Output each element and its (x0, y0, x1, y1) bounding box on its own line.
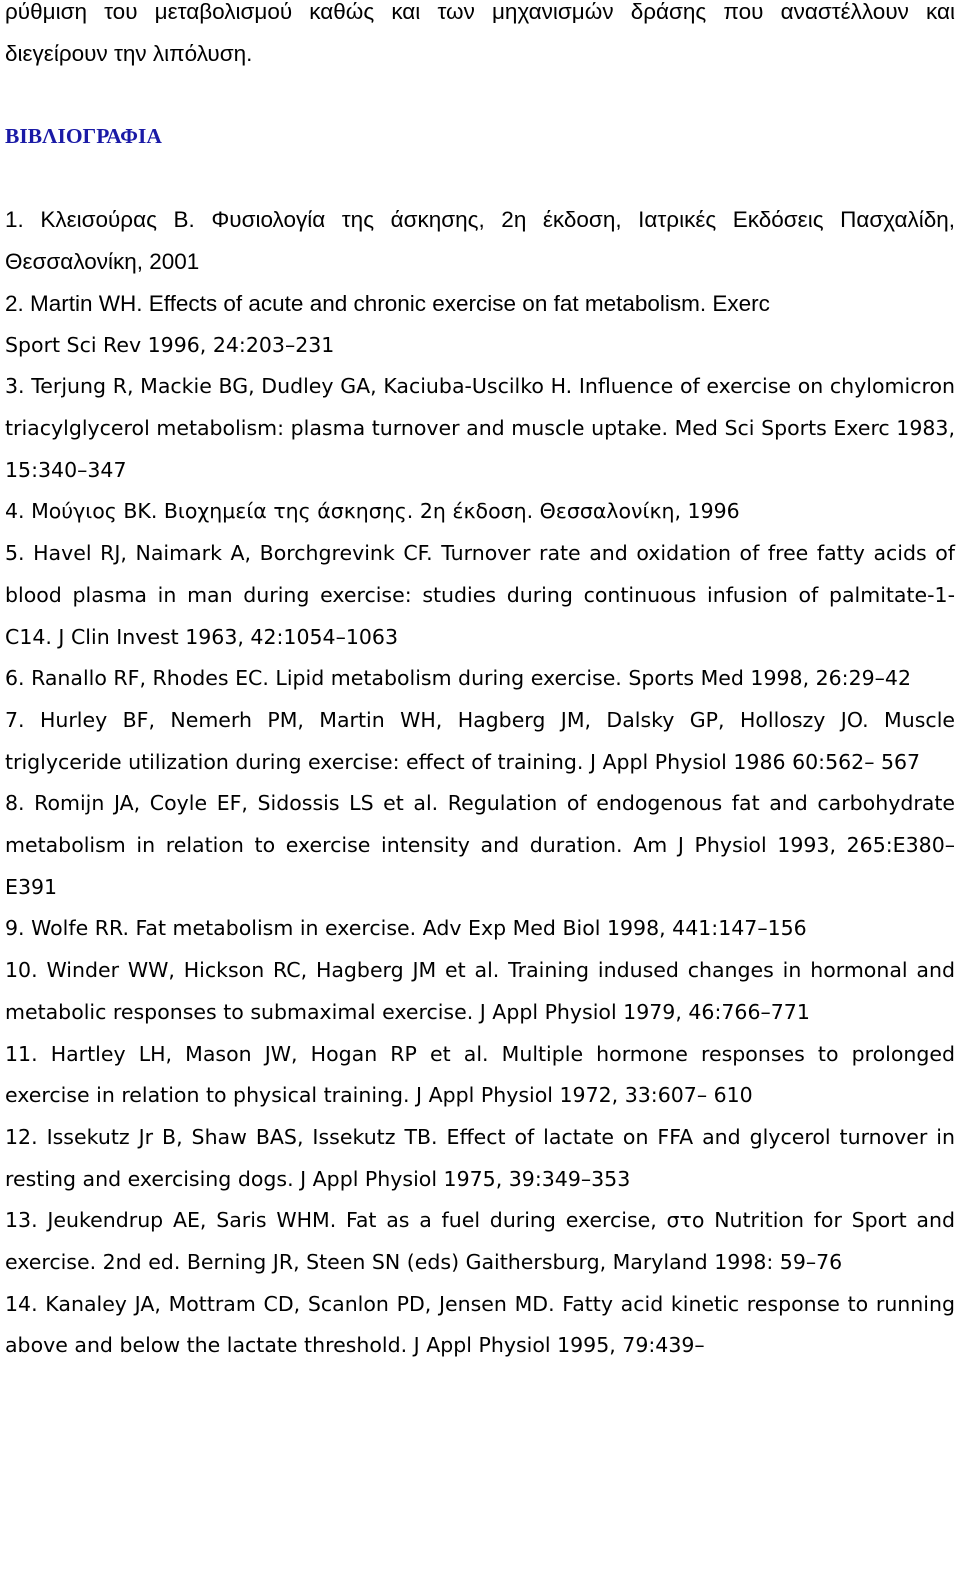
reference-item: 14. Kanaley JA, Mottram CD, Scanlon PD, Jensen MD. Fatty acid kinetic response to running above and below the lactate threshold. J Appl Physiol 1995, 79:439– (5, 1291, 955, 1358)
reference-item: 1. Κλεισούρας Β. Φυσιολογία της άσκησης, 2η έκδοση, Ιατρικές Εκδόσεις Πασχαλίδη, Θεσσαλονίκη, 2001 (5, 207, 955, 275)
reference-item: 5. Havel RJ, Naimark A, Borchgrevink CF. Turnover rate and oxidation of free fatty acids of blood plasma in man during exercise: studies during continuous infusion of palmitate-1-C14. J Clin Invest 1963, 42:1054–1063 (5, 541, 955, 649)
reference-item: 13. Jeukendrup AE, Saris WHM. Fat as a fuel during exercise, στο Nutrition for Sport and exercise. 2nd ed. Berning JR, Steen SN (eds) Gaithersburg, Maryland 1998: 59–76 (5, 1208, 955, 1275)
intro-paragraph: ρύθμιση του μεταβολισμού καθώς και των μηχανισμών δράσης που αναστέλλουν και διεγείρουν την λιπόλυση. (5, 0, 955, 66)
reference-item: 6. Ranallo RF, Rhodes EC. Lipid metabolism during exercise. Sports Med 1998, 26:29–42 (5, 666, 912, 691)
document-page (5, 0, 955, 1367)
reference-item: 2. Martin WH. Effects of acute and chronic exercise on fat metabolism. Exerc (5, 290, 770, 316)
reference-item: 9. Wolfe RR. Fat metabolism in exercise. Adv Exp Med Biol 1998, 441:147–156 (5, 916, 807, 941)
bibliography-heading: ΒΙΒΛΙΟΓΡΑΦΙΑ (5, 124, 162, 149)
reference-item: 7. Hurley BF, Nemerh PM, Martin WH, Hagberg JM, Dalsky GP, Holloszy JO. Muscle triglyceride utilization during exercise: effect of training. J Appl Physiol 1986 60:562– 567 (5, 707, 955, 774)
reference-list (5, 199, 955, 1367)
reference-item: 11. Hartley LH, Mason JW, Hogan RP et al. Multiple hormone responses to prolonged exercise in relation to physical training. J Appl Physiol 1972, 33:607– 610 (5, 1041, 955, 1108)
reference-item: 12. Issekutz Jr B, Shaw BAS, Issekutz TB. Effect of lactate on FFA and glycerol turnover in resting and exercising dogs. J Appl Physiol 1975, 39:349–353 (5, 1124, 955, 1191)
reference-item: 10. Winder WW, Hickson RC, Hagberg JM et al. Training indused changes in hormonal and metabolic responses to submaximal exercise. J Appl Physiol 1979, 46:766–771 (5, 958, 955, 1024)
reference-item: 3. Terjung R, Mackie BG, Dudley GA, Kaciuba-Uscilko H. Influence of exercise on chylomicron triacylglycerol metabolism: plasma turnover and muscle uptake. Med Sci Sports Exerc 1983, 15:340–347 (5, 374, 955, 482)
reference-item: Sport Sci Rev 1996, 24:203–231 (5, 332, 335, 357)
reference-item: 8. Romijn JA, Coyle EF, Sidossis LS et al. Regulation of endogenous fat and carbohydrate metabolism in relation to exercise intensity and duration. Am J Physiol 1993, 265:E380–E391 (5, 791, 955, 899)
reference-item: 4. Μούγιος ΒΚ. Βιοχημεία της άσκησης. 2η έκδοση. Θεσσαλονίκη, 1996 (5, 499, 740, 524)
